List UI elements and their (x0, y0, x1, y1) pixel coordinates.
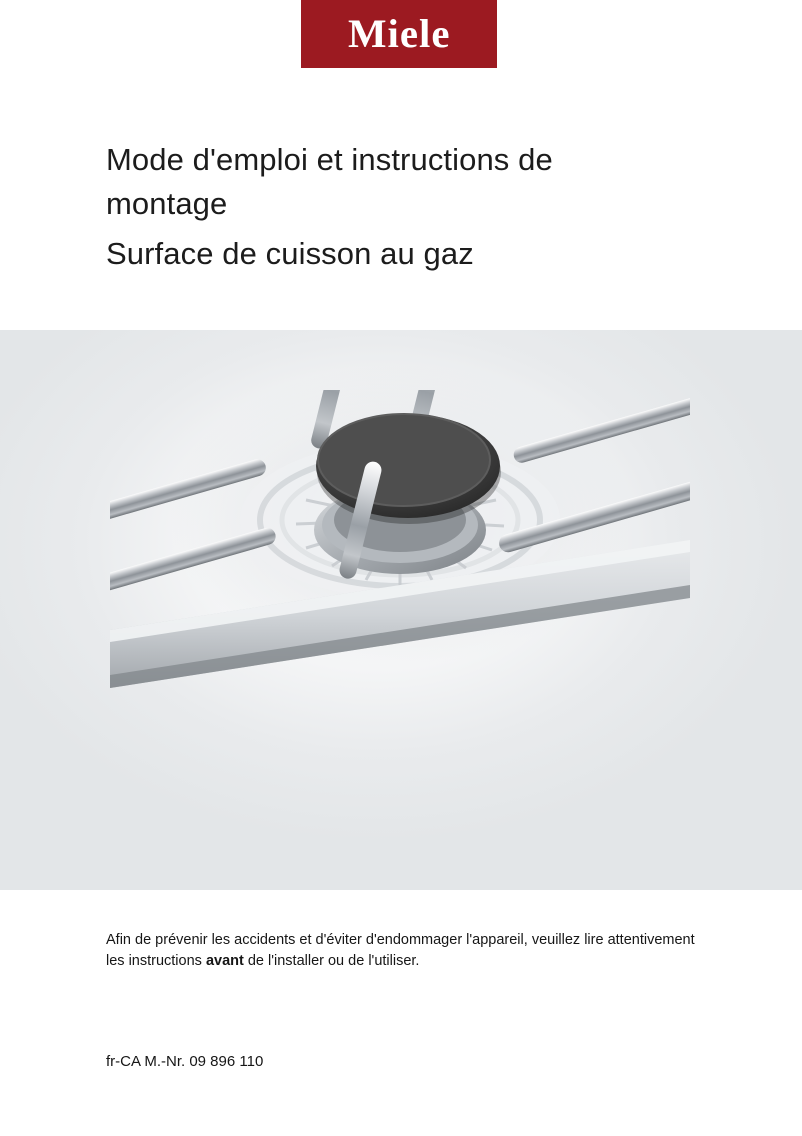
safety-notice-line3: l'utiliser. (368, 953, 420, 969)
page-subtitle: Surface de cuisson au gaz (106, 236, 474, 271)
safety-notice-line2-after: de l'installer ou de (243, 953, 365, 969)
cooktop-hero-image (0, 330, 802, 890)
document-code: fr-CA M.-Nr. 09 896 110 (106, 1053, 264, 1070)
page-title (106, 138, 706, 226)
safety-notice-emphasis: avant (205, 953, 244, 969)
safety-notice-line1: Afin de prévenir les accidents et d'éviter d'endommager l'appareil, (106, 932, 528, 948)
cooktop-illustration (0, 330, 802, 890)
cover-title-block (106, 138, 706, 276)
safety-notice (106, 930, 696, 972)
safety-notice-line2-before: veuillez lire attentivement les instructions (106, 932, 695, 969)
miele-logo-text: Miele (347, 11, 451, 56)
page-title-line2: montage (106, 186, 228, 221)
page-title-line1: Mode d'emploi et instructions de (106, 142, 553, 177)
miele-logo (301, 0, 497, 68)
